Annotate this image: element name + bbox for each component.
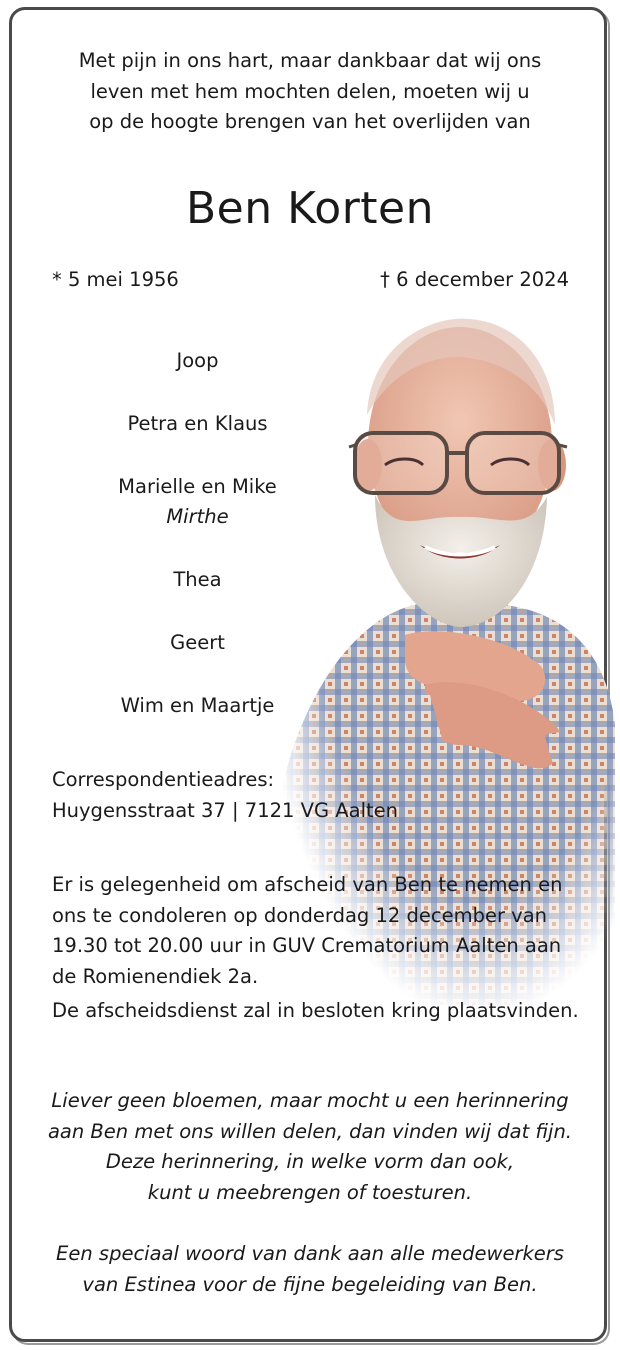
family-entry: [70, 472, 325, 532]
family-names: Joop: [176, 349, 219, 372]
intro-text: [40, 46, 580, 138]
deceased-name: Ben Korten: [185, 183, 434, 234]
family-names: Geert: [170, 631, 225, 654]
service-paragraph: [52, 996, 582, 1027]
family-names: Marielle en Mike: [118, 475, 277, 498]
intro-line: leven met hem mochten delen, moeten wij u: [90, 79, 530, 103]
family-entry: [70, 628, 325, 658]
service-line: De afscheidsdienst zal in besloten kring plaatsvinden.: [52, 999, 579, 1022]
family-entry: [70, 691, 325, 721]
farewell-line: 19.30 tot 20.00 uur in GUV Crematorium Aalten aan: [52, 934, 562, 957]
farewell-line: de Romienendiek 2a.: [52, 964, 259, 988]
thanks-line: Een speciaal woord van dank aan alle medewerkers: [56, 1242, 564, 1265]
family-names: Petra en Klaus: [127, 412, 268, 435]
correspondence-label: Correspondentieadres:: [52, 768, 275, 791]
flowers-paragraph: [40, 1086, 580, 1208]
family-names: Wim en Maartje: [120, 694, 275, 717]
family-list: [70, 346, 325, 754]
intro-line: Met pijn in ons hart, maar dankbaar dat wij ons: [78, 49, 542, 72]
birth-date: * 5 mei 1956: [52, 268, 179, 291]
intro-line: op de hoogte brengen van het overlijden van: [89, 110, 531, 133]
family-child: Mirthe: [166, 505, 229, 528]
correspondence-block: [52, 765, 398, 826]
farewell-line: ons te condoleren op donderdag 12 december van: [52, 903, 548, 927]
farewell-line: Er is gelegenheid om afscheid van Ben te nemen en: [52, 873, 563, 896]
death-date: † 6 december 2024: [380, 268, 569, 291]
family-entry: [70, 565, 325, 595]
flowers-line: Deze herinnering, in welke vorm dan ook,: [105, 1150, 515, 1173]
flowers-line: aan Ben met ons willen delen, dan vinden wij dat fijn.: [47, 1119, 573, 1143]
thanks-line: van Estinea voor de fijne begeleiding van Ben.: [82, 1272, 538, 1296]
flowers-line: kunt u meebrengen of toesturen.: [147, 1180, 473, 1204]
correspondence-address: Huygensstraat 37 | 7121 VG Aalten: [52, 798, 398, 822]
flowers-line: Liever geen bloemen, maar mocht u een herinnering: [51, 1089, 569, 1112]
farewell-paragraph: [52, 870, 582, 992]
family-names: Thea: [173, 568, 222, 591]
family-entry: [70, 346, 325, 376]
thanks-paragraph: [40, 1239, 580, 1300]
family-entry: [70, 409, 325, 439]
